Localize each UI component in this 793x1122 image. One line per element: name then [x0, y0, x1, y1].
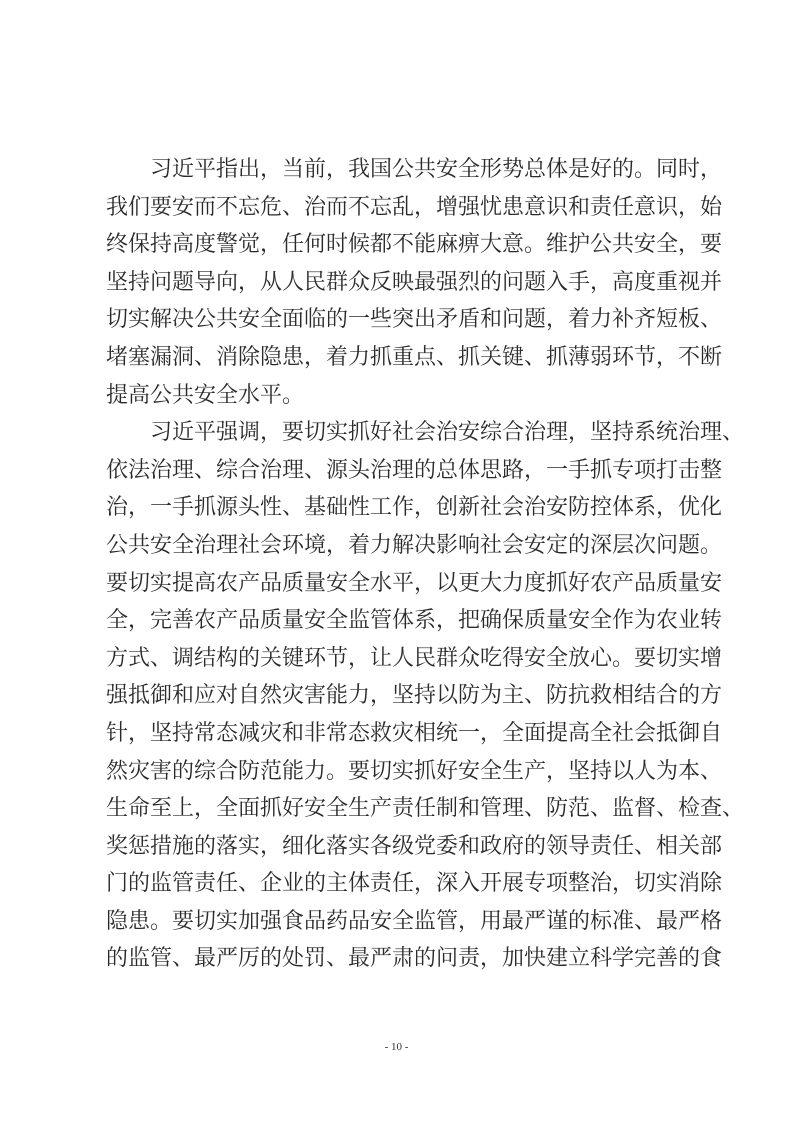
text-line: 提高公共安全水平。	[106, 382, 305, 408]
text-line: 要切实提高农产品质量安全水平，以更大力度抓好农产品质量安	[106, 570, 723, 596]
paragraph-2	[106, 414, 745, 978]
text-line: 习近平指出，当前，我国公共安全形势总体是好的。同时，	[150, 157, 723, 182]
text-line: 治，一手抓源头性、基础性工作，创新社会治安防控体系，优化	[106, 495, 723, 521]
text-line: 我们要安而不忘危、治而不忘乱，增强忧患意识和责任意识，始	[106, 194, 723, 220]
text-line: 的监管、最严厉的处罚、最严肃的问责，加快建立科学完善的食	[106, 946, 723, 972]
paragraph-1	[106, 151, 723, 414]
text-line: 隐患。要切实加强食品药品安全监管，用最严谨的标准、最严格	[106, 908, 723, 934]
text-line: 方式、调结构的关键环节，让人民群众吃得安全放心。要切实增	[106, 645, 723, 671]
text-line: 强抵御和应对自然灾害能力，坚持以防为主、防抗救相结合的方	[106, 683, 723, 709]
page-number: - 10 -	[384, 1041, 409, 1053]
text-line: 公共安全治理社会环境，着力解决影响社会安定的深层次问题。	[106, 532, 723, 558]
text-line: 奖惩措施的落实，细化落实各级党委和政府的领导责任、相关部	[106, 833, 723, 859]
text-line: 针，坚持常态减灾和非常态救灾相统一，全面提高全社会抵御自	[106, 720, 723, 746]
text-line: 然灾害的综合防范能力。要切实抓好安全生产，坚持以人为本、	[106, 758, 723, 784]
text-line: 切实解决公共安全面临的一些突出矛盾和问题，着力补齐短板、	[106, 307, 723, 333]
text-line: 依法治理、综合治理、源头治理的总体思路，一手抓专项打击整	[106, 457, 723, 483]
text-line: 全，完善农产品质量安全监管体系，把确保质量安全作为农业转	[106, 608, 723, 634]
text-line: 坚持问题导向，从人民群众反映最强烈的问题入手，高度重视并	[106, 269, 723, 295]
text-line: 生命至上，全面抓好安全生产责任制和管理、防范、监督、检查、	[106, 796, 745, 822]
document-body	[106, 151, 745, 978]
text-line: 门的监管责任、企业的主体责任，深入开展专项整治，切实消除	[106, 871, 723, 897]
text-line: 堵塞漏洞、消除隐患，着力抓重点、抓关键、抓薄弱环节，不断	[106, 344, 723, 370]
text-line: 终保持高度警觉，任何时候都不能麻痹大意。维护公共安全，要	[106, 232, 723, 258]
text-line: 习近平强调，要切实抓好社会治安综合治理，坚持系统治理、	[150, 420, 745, 446]
